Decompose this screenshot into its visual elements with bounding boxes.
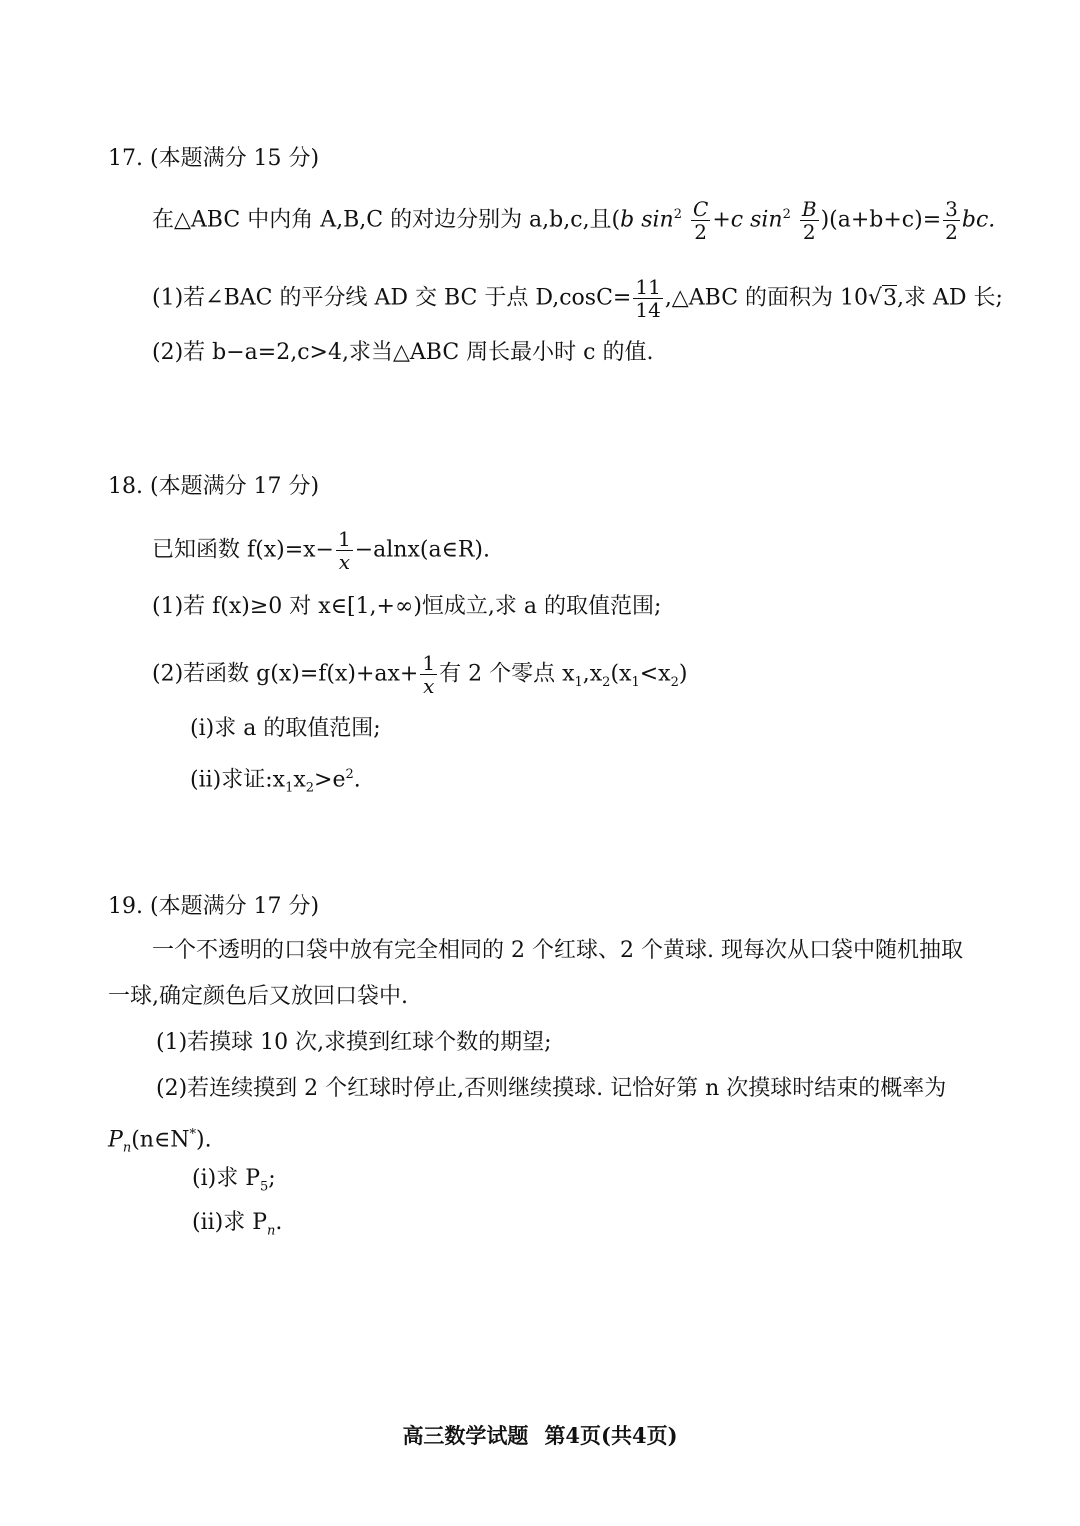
q19-P: P — [108, 1127, 123, 1153]
q19-subii-end: . — [275, 1210, 283, 1235]
q18-subii-x: x — [293, 767, 306, 793]
sub-2a: 2 — [602, 674, 611, 690]
q18-subii-prefix: (ii)求证:x — [190, 767, 286, 793]
q19-p2-end: ). — [195, 1127, 212, 1153]
sub-5: 5 — [260, 1179, 269, 1195]
sup-star: * — [189, 1127, 196, 1142]
q19-stem-line1: 一个不透明的口袋中放有完全相同的 2 个红球、2 个黄球. 现每次从口袋中随机抽取 — [152, 938, 963, 963]
frac-3-over-2: $\frac{3}{2}$ — [945, 197, 958, 244]
q17-sup-2b: 2 — [782, 207, 791, 223]
q17-part1 — [152, 276, 1003, 321]
frac-c-over-2: $\frac{C}{2}$ — [693, 197, 709, 244]
q18-p2-prefix: (2)若函数 g(x)=f(x)+ax+ — [152, 661, 419, 687]
q18-subii-end: . — [353, 767, 361, 793]
q18-p2-close: ) — [678, 661, 688, 687]
q17-stem-mid: )(a+b+c)= — [820, 207, 942, 233]
q18-p2-lt: <x — [639, 661, 671, 687]
q19-sub-i — [192, 1164, 276, 1202]
sub-2b: 2 — [670, 674, 679, 690]
q19-subii-prefix: (ii)求 P — [192, 1210, 268, 1235]
q17-sup-2a: 2 — [673, 207, 683, 223]
q19-part2-line1: (2)若连续摸到 2 个红球时停止,否则继续摸球. 记恰好第 n 次摸球时结束的概率为 — [156, 1076, 947, 1101]
q17-stem-end: bc. — [961, 207, 996, 233]
sub-1a: 1 — [574, 674, 583, 690]
q18-part1: (1)若 f(x)≥0 对 x∈[1,+∞)恒成立,求 a 的取值范围; — [152, 594, 662, 619]
q18-stem — [152, 528, 490, 573]
sqrt-arg: 3 — [883, 285, 898, 311]
sub-x2: 2 — [305, 780, 315, 796]
sub-n2: n — [267, 1223, 276, 1239]
q17-stem-b-sin: b sin — [620, 207, 674, 233]
q18-part2 — [152, 652, 687, 698]
q18-sub-ii — [190, 760, 361, 804]
sub-x1: 1 — [285, 780, 294, 796]
q18-p2-comma: ,x — [582, 661, 603, 687]
q18-p2-mid: 有 2 个零点 x — [439, 661, 575, 687]
page-footer — [0, 1420, 1080, 1450]
q19-sub-ii — [192, 1208, 282, 1246]
q17-p1-end: ,求 AD 长; — [897, 285, 1003, 311]
footer-title: 高三数学试题 — [402, 1423, 529, 1448]
q19-part1: (1)若摸球 10 次,求摸到红球个数的期望; — [156, 1030, 552, 1055]
q19-subi-end: ; — [268, 1166, 276, 1191]
q19-subi-prefix: (i)求 P — [192, 1166, 260, 1191]
q17-stem-prefix: 在△ABC 中内角 A,B,C 的对边分别为 a,b,c,且( — [152, 207, 621, 233]
q18-p2-paren: (x — [610, 661, 632, 687]
q19-p2-mid: (n∈N — [131, 1127, 190, 1153]
q19-header: 19. (本题满分 17 分) — [108, 894, 320, 919]
footer-page: 第4页(共4页) — [544, 1423, 678, 1448]
frac-1-over-x-g: $\frac{1}{x}$ — [422, 651, 436, 698]
q18-header: 18. (本题满分 17 分) — [108, 474, 320, 499]
q19-stem-line2: 一球,确定颜色后又放回口袋中. — [108, 984, 408, 1009]
q17-part2: (2)若 b−a=2,c>4,求当△ABC 周长最小时 c 的值. — [152, 340, 654, 365]
sub-1b: 1 — [631, 674, 640, 690]
sub-n: n — [122, 1140, 132, 1156]
q18-sub-i: (i)求 a 的取值范围; — [190, 716, 381, 741]
q18-stem-end: −alnx(a∈R). — [354, 537, 491, 563]
sqrt-symbol: √ — [868, 285, 883, 311]
q18-stem-prefix: 已知函数 f(x)=x− — [152, 537, 334, 563]
q19-part2-line2 — [108, 1120, 212, 1164]
q17-stem-plus-c: +c sin — [712, 207, 783, 233]
q17-p1-mid: ,△ABC 的面积为 10 — [664, 285, 869, 311]
frac-1-over-x: $\frac{1}{x}$ — [337, 527, 351, 574]
q17-p1-prefix: (1)若∠BAC 的平分线 AD 交 BC 于点 D,cosC= — [152, 285, 632, 311]
sup-e2: 2 — [345, 767, 354, 782]
q18-subii-gt: >e — [314, 767, 346, 793]
frac-11-over-14: $\frac{11}{14}$ — [635, 275, 661, 322]
q17-stem — [152, 198, 995, 243]
frac-b-over-2: $\frac{B}{2}$ — [801, 197, 817, 244]
q17-header: 17. (本题满分 15 分) — [108, 146, 320, 171]
